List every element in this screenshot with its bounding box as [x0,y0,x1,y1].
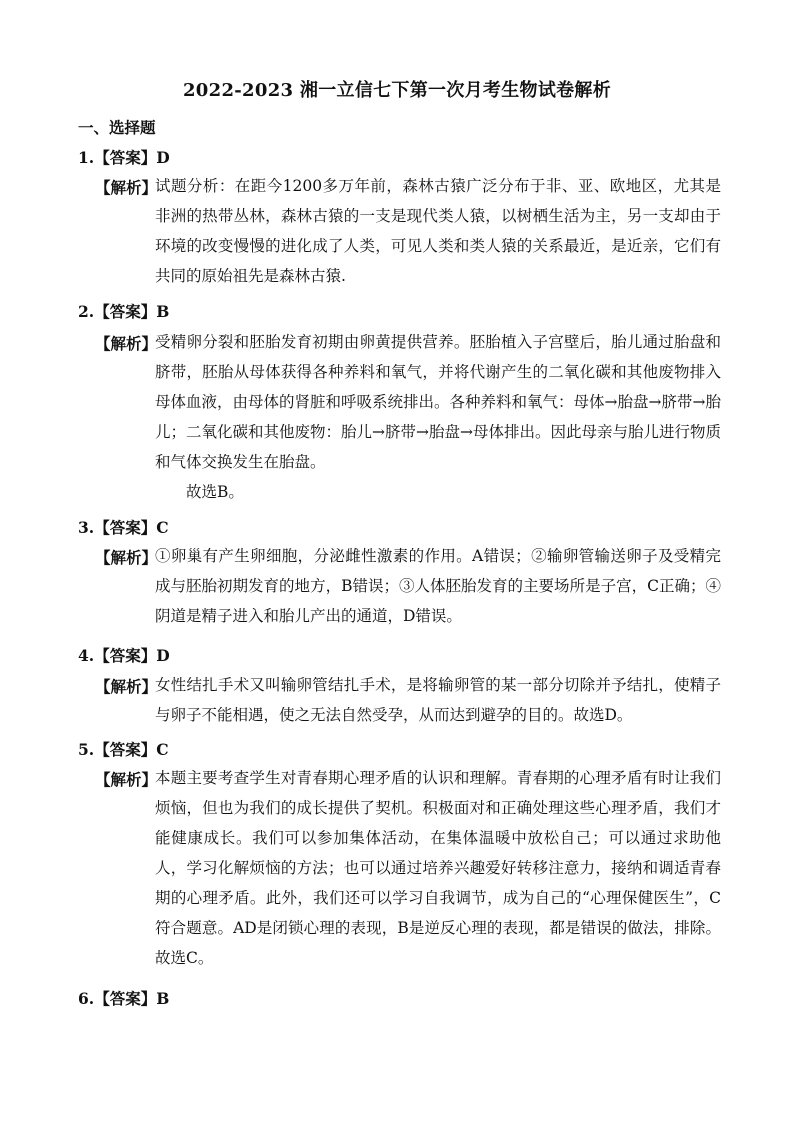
question-5-answer: 5.【答案】C [78,740,169,759]
analysis-paragraph: 受精卵分裂和胚胎发育初期由卵黄提供营养。胚胎植入子宫壁后，胎儿通过胎盘和脐带，胚胎从母体获得各种养料和氧气，并将代谢产生的二氧化碳和其他废物排入母体血液，由母体的肾脏和呼吸系统排出。各种养料和氧气：母体→胎盘→脐带→胎儿；二氧化碳和其他废物：胎儿→脐带→胎盘→母体排出。因此母亲与胎儿进行物质和气体交换发生在胎盘。 [155,333,721,471]
question-2-answer: 2.【答案】B [78,302,170,321]
question-3-analysis [155,541,721,631]
question-5-analysis-label: 【解析】 [95,770,158,789]
question-1-analysis [155,171,721,291]
analysis-paragraph: ①卵巢有产生卵细胞，分泌雌性激素的作用。A错误；②输卵管输送卵子及受精完成与胚胎初期发育的地方，B错误；③人体胚胎发育的主要场所是子宫，C正确；④阴道是精子进入和胎儿产出的通道，D错误。 [155,547,721,625]
question-1-analysis-label: 【解析】 [95,178,158,197]
section-heading: 一、选择题 [78,118,156,137]
question-3-analysis-label: 【解析】 [95,548,158,567]
question-4-analysis [155,670,721,730]
page-title: 2022-2023 湘一立信七下第一次月考生物试卷解析 [182,80,612,101]
question-6-answer: 6.【答案】B [78,989,170,1008]
analysis-paragraph: 本题主要考查学生对青春期心理矛盾的认识和理解。青春期的心理矛盾有时让我们烦恼，但也为我们的成长提供了契机。积极面对和正确处理这些心理矛盾，我们才能健康成长。我们可以参加集体活动，在集体温暖中放松自己；可以通过求助他人，学习化解烦恼的方法；也可以通过培养兴趣爱好转移注意力，接纳和调适青春期的心理矛盾。此外，我们还可以学习自我调节，成为自己的“心理保健医生”，C符合题意。AD是闭锁心理的表现，B是逆反心理的表现，都是错误的做法，排除。故选C。 [155,769,721,967]
question-2-analysis [155,327,721,507]
question-2-analysis-label: 【解析】 [95,334,158,353]
analysis-paragraph: 故选B。 [186,483,244,501]
question-3-answer: 3.【答案】C [78,518,169,537]
question-5-analysis [155,763,721,973]
question-4-answer: 4.【答案】D [78,646,170,665]
analysis-paragraph: 试题分析：在距今1200多万年前，森林古猿广泛分布于非、亚、欧地区，尤其是非洲的热带丛林，森林古猿的一支是现代类人猿，以树栖生活为主，另一支却由于环境的改变慢慢的进化成了人类，可见人类和类人猿的关系最近，是近亲，它们有共同的原始祖先是森林古猿. [155,177,721,285]
question-1-answer: 1.【答案】D [78,148,170,167]
analysis-paragraph: 女性结扎手术又叫输卵管结扎手术，是将输卵管的某一部分切除并予结扎，使精子与卵子不能相遇，使之无法自然受孕，从而达到避孕的目的。故选D。 [155,676,721,724]
question-4-analysis-label: 【解析】 [95,677,158,696]
